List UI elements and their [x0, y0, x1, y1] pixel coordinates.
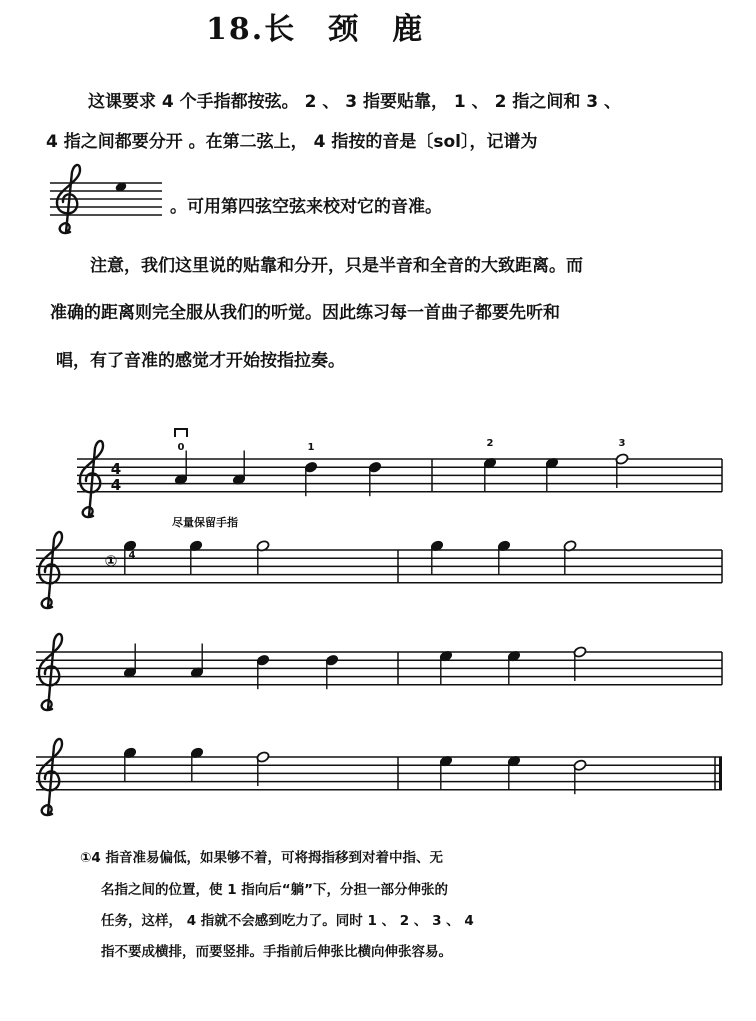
footnote-line-4: 指不要成横排，而要竖排。手指前后伸张比横向伸张容易。: [101, 944, 452, 960]
final-barline-thick: [719, 757, 722, 790]
fingering-3: 3: [618, 438, 626, 449]
footnote-line-3: 任务，这样， 4 指就不会感到吃力了。同时 1 、 2 、 3 、 4: [101, 913, 474, 929]
lesson-title: 18.长 颈 鹿: [206, 12, 425, 47]
treble-clef-icon: [39, 532, 62, 608]
performance-note: 尽量保留手指: [172, 516, 238, 529]
intro-line-1: 这课要求 4 个手指都按弦。 2 、 3 指要贴靠， 1 、 2 指之间和 3 、: [88, 92, 621, 112]
treble-clef-icon: [39, 739, 62, 815]
fingering-4: 4: [128, 550, 136, 561]
fingering-2: 2: [486, 438, 494, 449]
footnote-marker: ①: [104, 552, 118, 570]
time-signature-top: 4: [110, 460, 122, 478]
para2-line-3: 唱，有了音准的感觉才开始按指拉奏。: [56, 351, 345, 371]
intro-line-3: 。可用第四弦空弦来校对它的音准。: [170, 197, 442, 217]
footnote-line-1: ①4 指音准易偏低，如果够不着，可将拇指移到对着中指、无: [80, 850, 444, 866]
footnote-line-2: 名指之间的位置，使 1 指向后“躺”下，分担一部分伸张的: [101, 882, 449, 898]
para2-line-2: 准确的距离则完全服从我们的听觉。因此练习每一首曲子都要先听和: [50, 303, 560, 323]
treble-clef-icon: [39, 634, 62, 710]
time-signature-bottom: 4: [110, 476, 122, 494]
treble-clef-icon: [80, 441, 103, 517]
down-bow-icon: [175, 429, 187, 437]
fingering-0: 0: [177, 442, 185, 453]
fingering-1: 1: [307, 442, 315, 453]
para2-line-1: 注意，我们这里说的贴靠和分开，只是半音和全音的大致距离。而: [90, 256, 583, 276]
intro-line-2: 4 指之间都要分开 。在第二弦上， 4 指按的音是〔sol〕，记谱为: [46, 132, 538, 152]
